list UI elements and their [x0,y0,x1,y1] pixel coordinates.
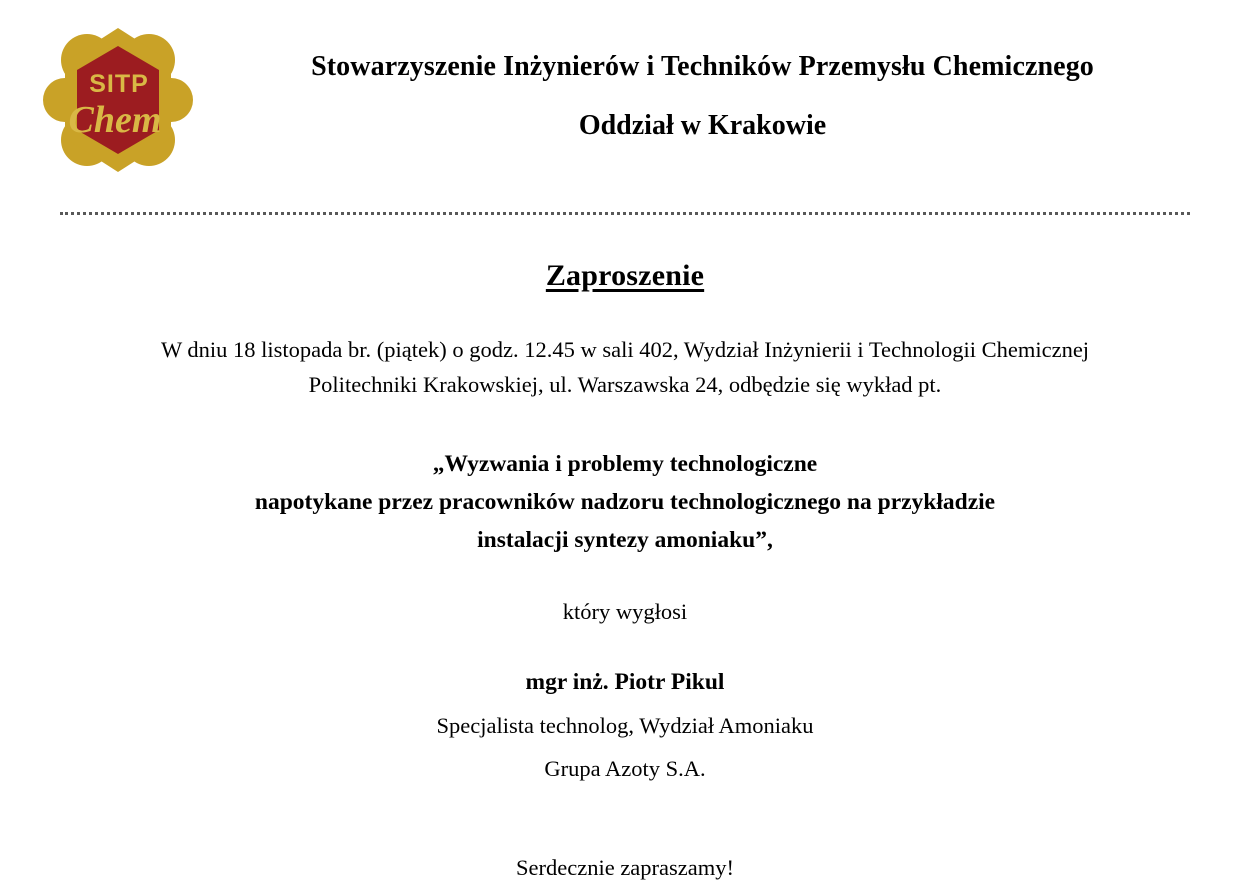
header-titles [205,14,1220,141]
speaker-company: Grupa Azoty S.A. [544,755,706,781]
document-body [0,259,1250,881]
event-details-line-1: W dniu 18 listopada br. (piątek) o godz. 12.45 w sali 402, Wydział Inżynierii i Technologii Chemicznej [160,337,1090,362]
svg-text:SITP: SITP [88,70,149,98]
logo-container [30,14,205,180]
speaker-role: Specjalista technolog, Wydział Amoniaku [436,712,814,738]
document-header [0,0,1250,180]
event-details-line-2: Politechniki Krakowskiej, ul. Warszawska 24, odbędzie się wykład pt. [308,371,942,397]
organization-name-line-2: Oddział w Krakowie [578,110,827,142]
sitp-chem-logo-icon [43,20,193,180]
lecture-title-line-1: „Wyzwania i problemy technologiczne [432,450,818,477]
dotted-divider [60,206,1190,215]
lecture-title-line-3: instalacji syntezy amoniaku”, [477,526,773,553]
lecture-title-line-2: napotykane przez pracowników nadzoru technologicznego na przykładzie [254,488,996,515]
event-details [95,333,1155,403]
speaker-name: mgr inż. Piotr Pikul [525,668,725,695]
organization-name-line-1: Stowarzyszenie Inżynierów i Techników Przemysłu Chemicznego [311,51,1094,82]
presented-by-label: który wygłosi [562,598,688,624]
closing-line: Serdecznie zapraszamy! [516,855,734,881]
svg-text:Chem: Chem [68,99,161,141]
lecture-title [125,445,1125,559]
page-title: Zaproszenie [545,259,705,292]
